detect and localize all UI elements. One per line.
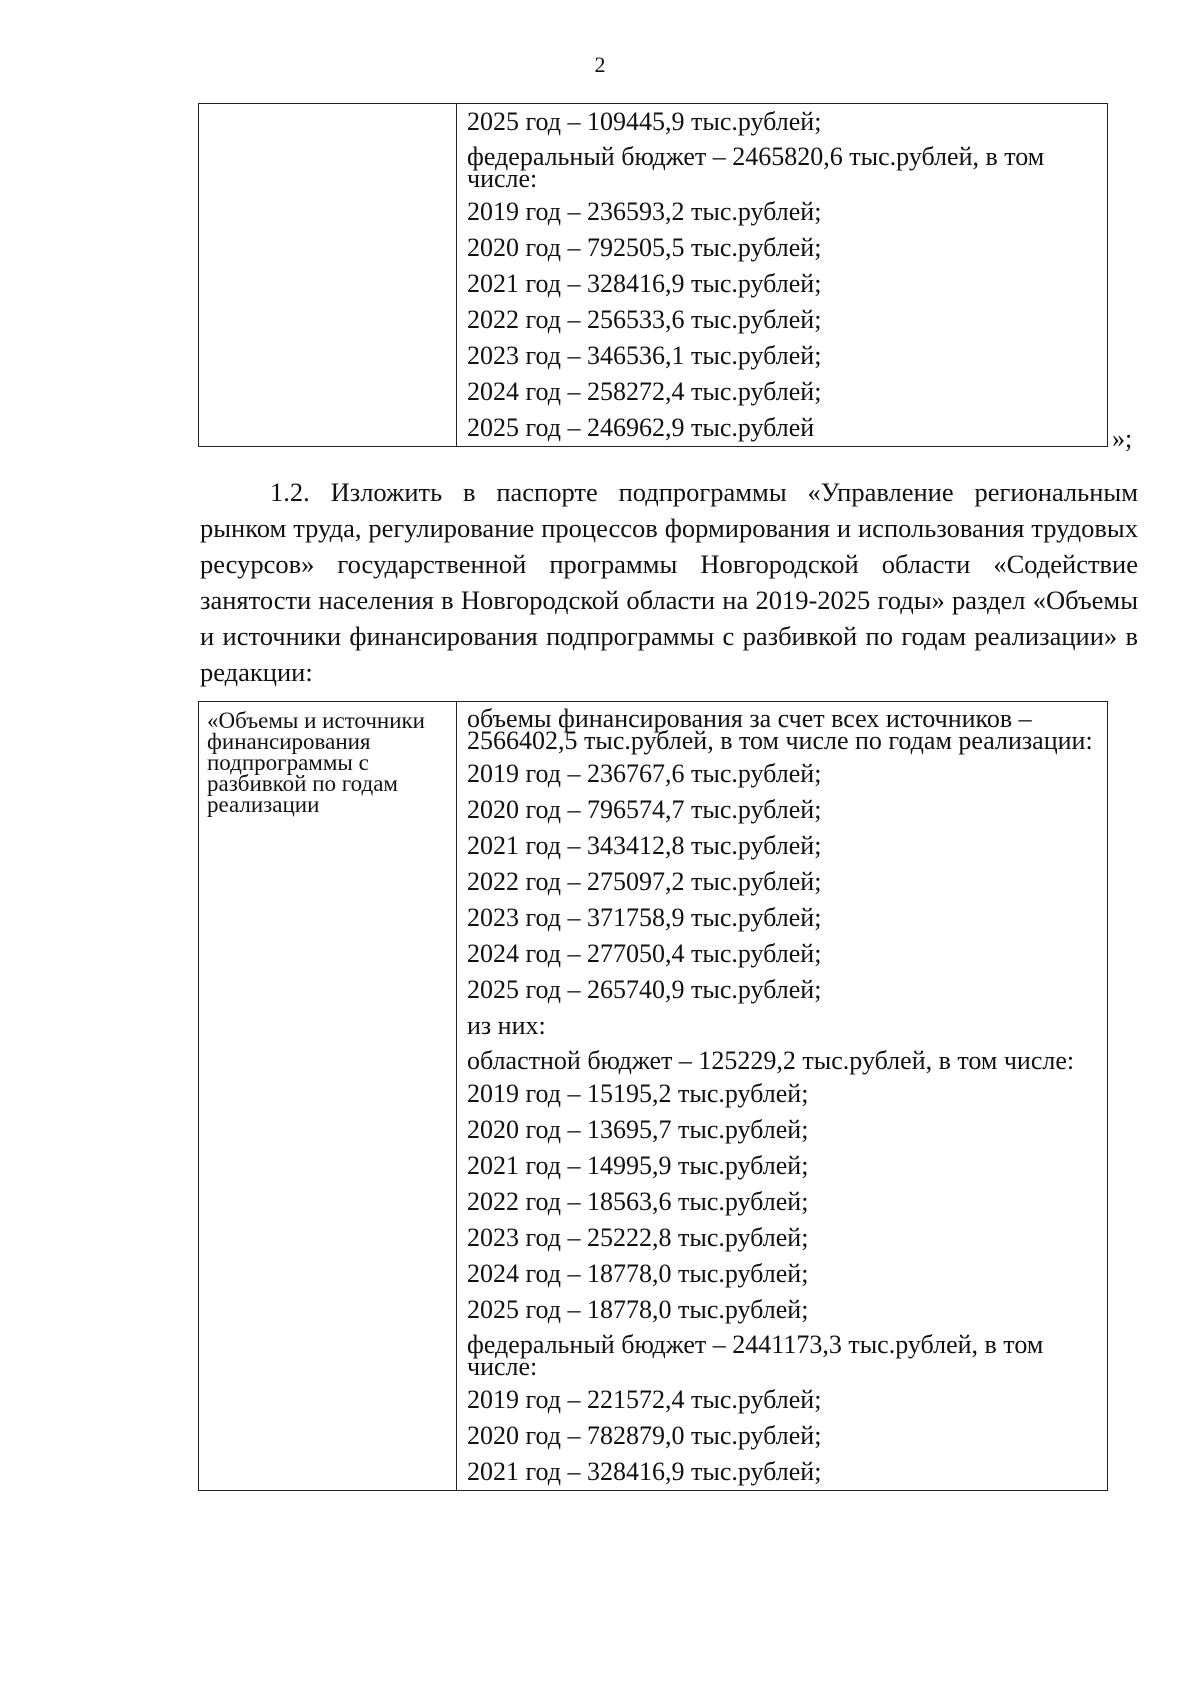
line-federal-budget: федеральный бюджет – 2465820,6 тыс.рублей, в том числе: (467, 142, 1045, 193)
table-cell-header (199, 702, 457, 1491)
line-2020: 2020 год – 792505,5 тыс.рублей; (467, 233, 822, 262)
line-2024: 2024 год – 258272,4 тыс.рублей; (467, 377, 822, 406)
line-regional-2023: 2023 год – 25222,8 тыс.рублей; (467, 1223, 809, 1252)
line-2025: 2025 год – 265740,9 тыс.рублей; (467, 975, 822, 1004)
table-cell-empty (199, 104, 457, 447)
line-regional-2022: 2022 год – 18563,6 тыс.рублей; (467, 1187, 809, 1216)
line-2021: 2021 год – 328416,9 тыс.рублей; (467, 269, 822, 298)
paragraph-1-2 (200, 474, 1138, 690)
line-regional-2020: 2020 год – 13695,7 тыс.рублей; (467, 1115, 809, 1144)
line-federal-2021: 2021 год – 328416,9 тыс.рублей; (467, 1457, 822, 1486)
header-funding-sources: «Объемы и источники финансирования подпрограммы с разбивкой по годам реализации (207, 708, 425, 817)
line-2019: 2019 год – 236767,6 тыс.рублей; (467, 759, 822, 788)
line-regional-2024: 2024 год – 18778,0 тыс.рублей; (467, 1259, 809, 1288)
line-federal-2019: 2019 год – 221572,4 тыс.рублей; (467, 1385, 822, 1414)
table-funding-continued (198, 103, 1108, 447)
line-regional-2021: 2021 год – 14995,9 тыс.рублей; (467, 1151, 809, 1180)
paragraph-text: 1.2. Изложить в паспорте подпрограммы «Управление региональным рынком труда, регулирование процессов формирования и использования трудовых ресурсов» государственной программы Новгородской области «Содействие занятости населения в Новгородской области на 2019-2025 годы» раздел «Объемы и источники финансирования подпрограммы с разбивкой по годам реализации» в редакции: (200, 477, 1138, 687)
table-cell-values (457, 702, 1108, 1491)
closing-quote: »; (1112, 424, 1133, 453)
line-2025: 2025 год – 109445,9 тыс.рублей; (467, 107, 822, 136)
line-regional-budget: областной бюджет – 125229,2 тыс.рублей, в том числе: (467, 1046, 1075, 1075)
line-federal-budget: федеральный бюджет – 2441173,3 тыс.рублей, в том числе: (467, 1330, 1044, 1381)
line-regional-2019: 2019 год – 15195,2 тыс.рублей; (467, 1079, 809, 1108)
line-2022: 2022 год – 256533,6 тыс.рублей; (467, 305, 822, 334)
line-2021: 2021 год – 343412,8 тыс.рублей; (467, 831, 822, 860)
line-2022: 2022 год – 275097,2 тыс.рублей; (467, 867, 822, 896)
line-2025-final: 2025 год – 246962,9 тыс.рублей (467, 413, 815, 442)
table-funding-sources (198, 701, 1108, 1491)
line-2023: 2023 год – 346536,1 тыс.рублей; (467, 341, 822, 370)
line-2020: 2020 год – 796574,7 тыс.рублей; (467, 795, 822, 824)
table-row (199, 104, 1108, 447)
line-of-them: из них: (467, 1011, 546, 1040)
line-all-sources: объемы финансирования за счет всех источников – 2566402,5 тыс.рублей, в том числе по годам реализации: (467, 704, 1093, 755)
line-regional-2025: 2025 год – 18778,0 тыс.рублей; (467, 1295, 809, 1324)
line-federal-2020: 2020 год – 782879,0 тыс.рублей; (467, 1421, 822, 1450)
table-cell-values (457, 104, 1108, 447)
line-2019: 2019 год – 236593,2 тыс.рублей; (467, 197, 822, 226)
line-2023: 2023 год – 371758,9 тыс.рублей; (467, 903, 822, 932)
page-number: 2 (594, 52, 606, 77)
table-row (199, 702, 1108, 1491)
line-2024: 2024 год – 277050,4 тыс.рублей; (467, 939, 822, 968)
